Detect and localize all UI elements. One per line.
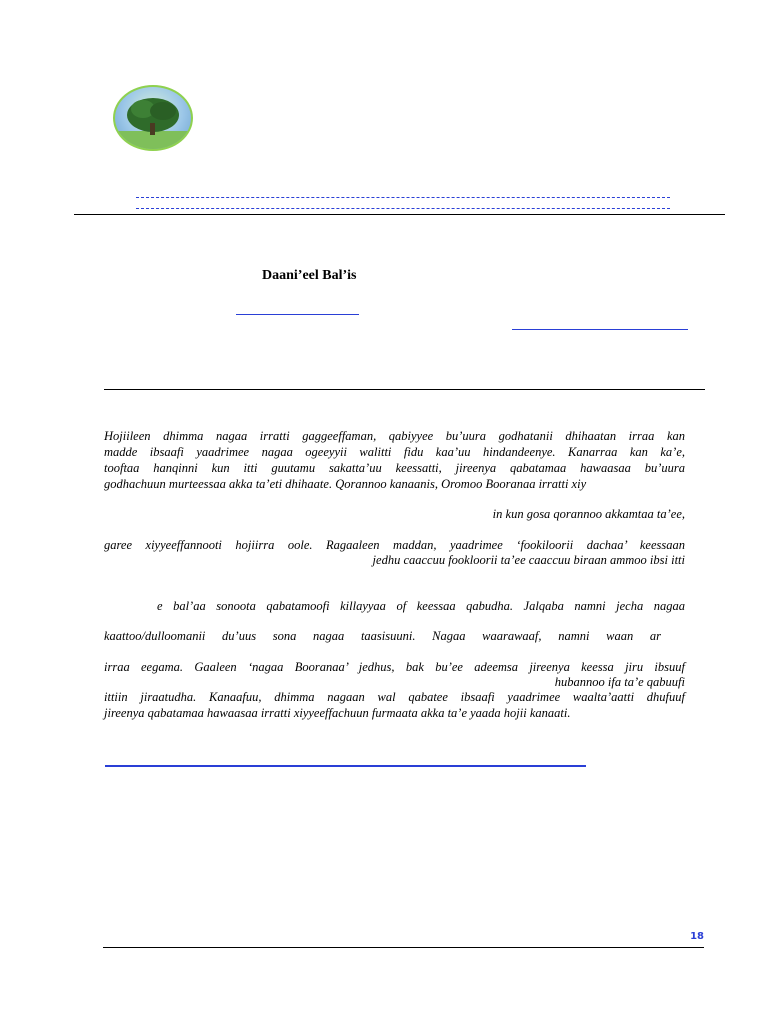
abstract-line: Hojiileen dhimma nagaa irratti gaggeeffaman, qabiyyee bu’uura godhatanii dhihaatan irraa kan [104,429,685,443]
abstract-line: kaattoo/dulloomanii du’uus sona nagaa taasisuuni. Nagaa waarawaaf, namni waan ar [104,629,661,643]
author-name: Daani’eel Bal’is [262,268,357,283]
abstract-line: hubannoo ifa ta’e qabuufi [554,675,685,689]
abstract-line: in kun gosa qorannoo akkamtaa ta’ee, [492,507,685,521]
abstract-line: godhachuun murteessaa akka ta’eti dhihaate. Qorannoo kanaanis, Oromoo Booranaa irratti xiy [104,477,587,491]
abstract-line: irraa eegama. Gaaleen ‘nagaa Booranaa’ jedhus, bak bu’ee adeemsa jireenya keessa jiru ibsuuf [104,660,685,674]
abstract-line: madde ibsaafi yaadrimee nagaa ogeeyyii walitti fidu kaa’uu hindandeenye. Kanarraa kan ka’e, [104,445,685,459]
abstract-line: ittiin jiraatudha. Kanaafuu, dhimma nagaan wal qabatee ibsaafi yaadrimee waalta’aatti dhufuuf [104,690,685,704]
abstract-line: e bal’aa sonoota qabatamoofi killayyaa of keessaa qabudha. Jalqaba namni jecha nagaa [157,599,685,613]
abstract-line: tooftaa hanqinni kun itti guutamu sakatta’uu keessatti, jireenya qabatamaa hawaasaa bu’uura [104,461,685,475]
page-number: 18 [690,931,704,942]
footer-link[interactable] [105,765,586,767]
footer-rule [103,947,704,948]
abstract-line: jedhu caaccuu fookloorii ta’ee caaccuu biraan ammoo ibsi itti [372,553,685,567]
abstract-line: jireenya qabatamaa hawaasaa irratti xiyyeeffachuun furmaata akka ta’e yaada hojii kanaati. [104,706,571,720]
abstract-line: garee xiyyeeffannooti hojiirra oole. Ragaaleen maddan, yaadrimee ‘fookiloorii dachaa’ keessaan [104,538,685,552]
